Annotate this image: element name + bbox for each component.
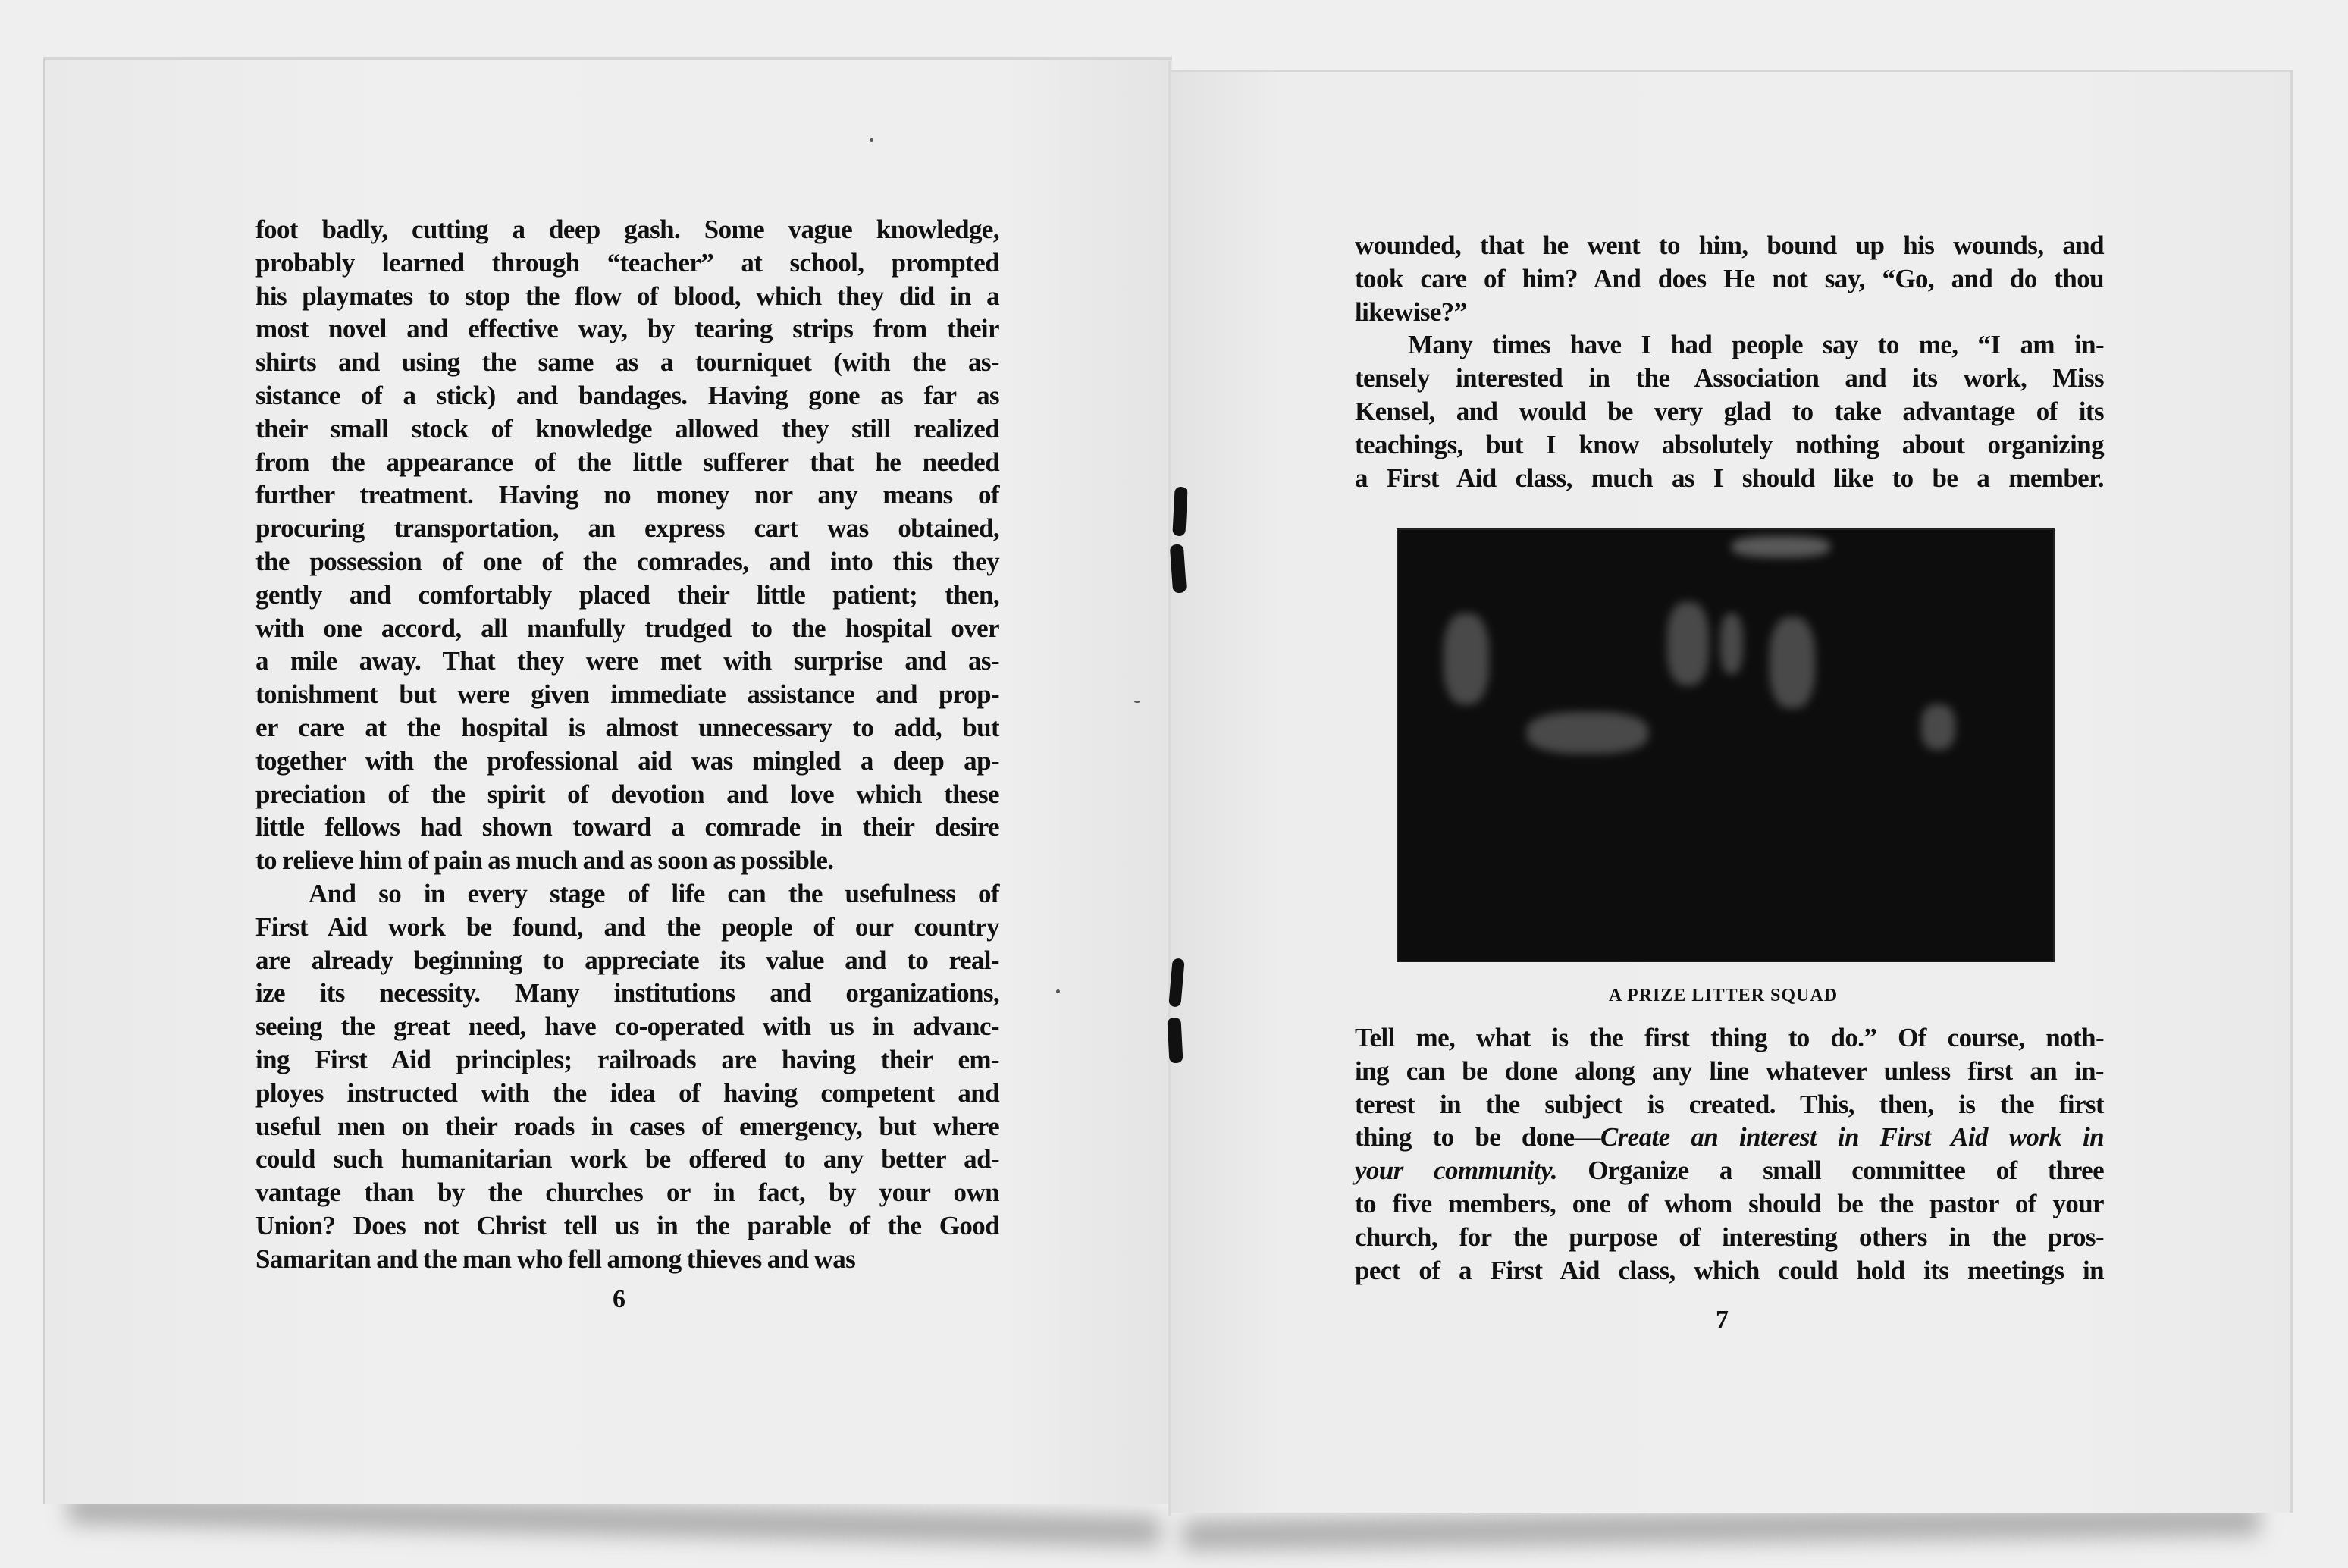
photo-figure <box>1732 536 1830 557</box>
emphasized-text: your community. <box>1355 1156 1557 1186</box>
binding-stitch-bottom-lower <box>1167 1018 1183 1064</box>
text-line: And so in every stage of life can the usefulness of <box>309 878 999 908</box>
text-line: took care of him? And does He not say, “Go, and do thou <box>1355 263 2104 293</box>
photo-figure <box>1921 704 1955 750</box>
right-page-body-text-bottom <box>1355 1021 2104 1287</box>
text-run: thing to be done— <box>1355 1122 1600 1152</box>
text-line: most novel and effective way, by tearing strips from their <box>255 314 999 344</box>
photo-caption: A PRIZE LITTER SQUAD <box>1608 986 1839 1005</box>
photo-figure <box>1770 617 1815 708</box>
binding-stitch-top-upper <box>1172 487 1187 537</box>
text-line: probably learned through “teacher” at school, prompted <box>255 247 999 278</box>
text-line: Kensel, and would be very glad to take advantage of its <box>1355 396 2104 426</box>
left-page-body-text <box>255 213 999 1276</box>
text-line: wounded, that he went to him, bound up his wounds, and <box>1355 230 2104 260</box>
text-line: Many times have I had people say to me, “I am in- <box>1408 330 2104 360</box>
text-line: vantage than by the churches or in fact, by your own <box>255 1178 999 1208</box>
text-line: Samaritan and the man who fell among thieves and was <box>255 1243 856 1274</box>
text-line: Tell me, what is the first thing to do.” Of course, noth- <box>1355 1023 2104 1052</box>
text-line: are already beginning to appreciate its value and to real- <box>255 945 999 975</box>
text-line: his playmates to stop the flow of blood, which they did in a <box>255 281 999 311</box>
text-line: useful men on their roads in cases of emergency, but where <box>255 1111 999 1141</box>
text-line: further treatment. Having no money nor any means of <box>255 480 999 510</box>
right-page-body-text-top <box>1355 229 2104 494</box>
text-line: ize its necessity. Many institutions and organizations, <box>255 978 999 1008</box>
text-line: teachings, but I know absolutely nothing about organizing <box>1355 429 2104 459</box>
emphasized-text: Create an interest in First Aid work in <box>1600 1122 2105 1152</box>
text-line: could such humanitarian work be offered to any better ad- <box>255 1144 999 1174</box>
text-run: Organize a small committee of three <box>1556 1156 2105 1186</box>
text-line: ing can be done along any line whatever unless first an in- <box>1355 1055 2104 1086</box>
text-line: likewise?” <box>1355 296 1467 327</box>
text-line: pect of a First Aid class, which could hold its meetings in <box>1355 1255 2104 1285</box>
text-line: shirts and using the same as a tourniquet (with the as- <box>255 347 999 378</box>
text-line: er care at the hospital is almost unnecessary to add, but <box>255 712 999 742</box>
paper-speck <box>1056 989 1060 993</box>
photo-figure <box>1720 613 1743 674</box>
text-line: sistance of a stick) and bandages. Having gone as far as <box>255 380 999 410</box>
page-number-left: 6 <box>613 1285 625 1313</box>
litter-squad-photo <box>1397 528 2055 962</box>
text-line: with one accord, all manfully trudged to the hospital over <box>255 613 999 643</box>
text-line: to relieve him of pain as much and as soon as possible. <box>255 845 834 876</box>
text-line: tonishment but were given immediate assistance and prop- <box>255 679 999 710</box>
text-line: seeing the great need, have co-operated with us in advanc- <box>255 1011 999 1042</box>
text-line: foot badly, cutting a deep gash. Some vague knowledge, <box>255 215 999 244</box>
photo-figure <box>1667 602 1709 685</box>
text-line: First Aid work be found, and the people of our country <box>255 911 999 942</box>
text-line: preciation of the spirit of devotion and love which these <box>255 779 999 809</box>
photo-figure <box>1444 613 1489 704</box>
text-line: tensely interested in the Association and its work, Miss <box>1355 363 2104 394</box>
text-line: procuring transportation, an express cart was obtained, <box>255 513 999 544</box>
text-line: together with the professional aid was mingled a deep ap- <box>255 745 999 776</box>
page-number-right: 7 <box>1716 1306 1729 1334</box>
text-line: a mile away. That they were met with surprise and as- <box>255 646 999 676</box>
text-line: ployes instructed with the idea of having competent and <box>255 1077 999 1108</box>
text-line: a First Aid class, much as I should like to be a member. <box>1355 463 2104 493</box>
text-line: Union? Does not Christ tell us in the parable of the Good <box>255 1210 999 1240</box>
text-line: church, for the purpose of interesting others in the pros- <box>1355 1221 2104 1252</box>
photo-figure <box>1527 712 1648 754</box>
paper-speck <box>1134 701 1140 703</box>
paper-speck <box>870 138 873 142</box>
text-line: gently and comfortably placed their little patient; then, <box>255 579 999 610</box>
book-gutter <box>1168 61 1171 1516</box>
text-line <box>1355 1154 2104 1187</box>
text-line: to five members, one of whom should be the pastor of your <box>1355 1188 2104 1218</box>
text-line: terest in the subject is created. This, then, is the first <box>1355 1089 2104 1119</box>
text-line: from the appearance of the little sufferer that he needed <box>255 447 999 477</box>
text-line: ing First Aid principles; railroads are having their em- <box>255 1044 999 1074</box>
text-line: the possession of one of the comrades, and into this they <box>255 546 999 576</box>
text-line <box>1355 1121 2104 1154</box>
text-line: their small stock of knowledge allowed they still realized <box>255 413 999 444</box>
text-line: little fellows had shown toward a comrade in their desire <box>255 812 999 842</box>
